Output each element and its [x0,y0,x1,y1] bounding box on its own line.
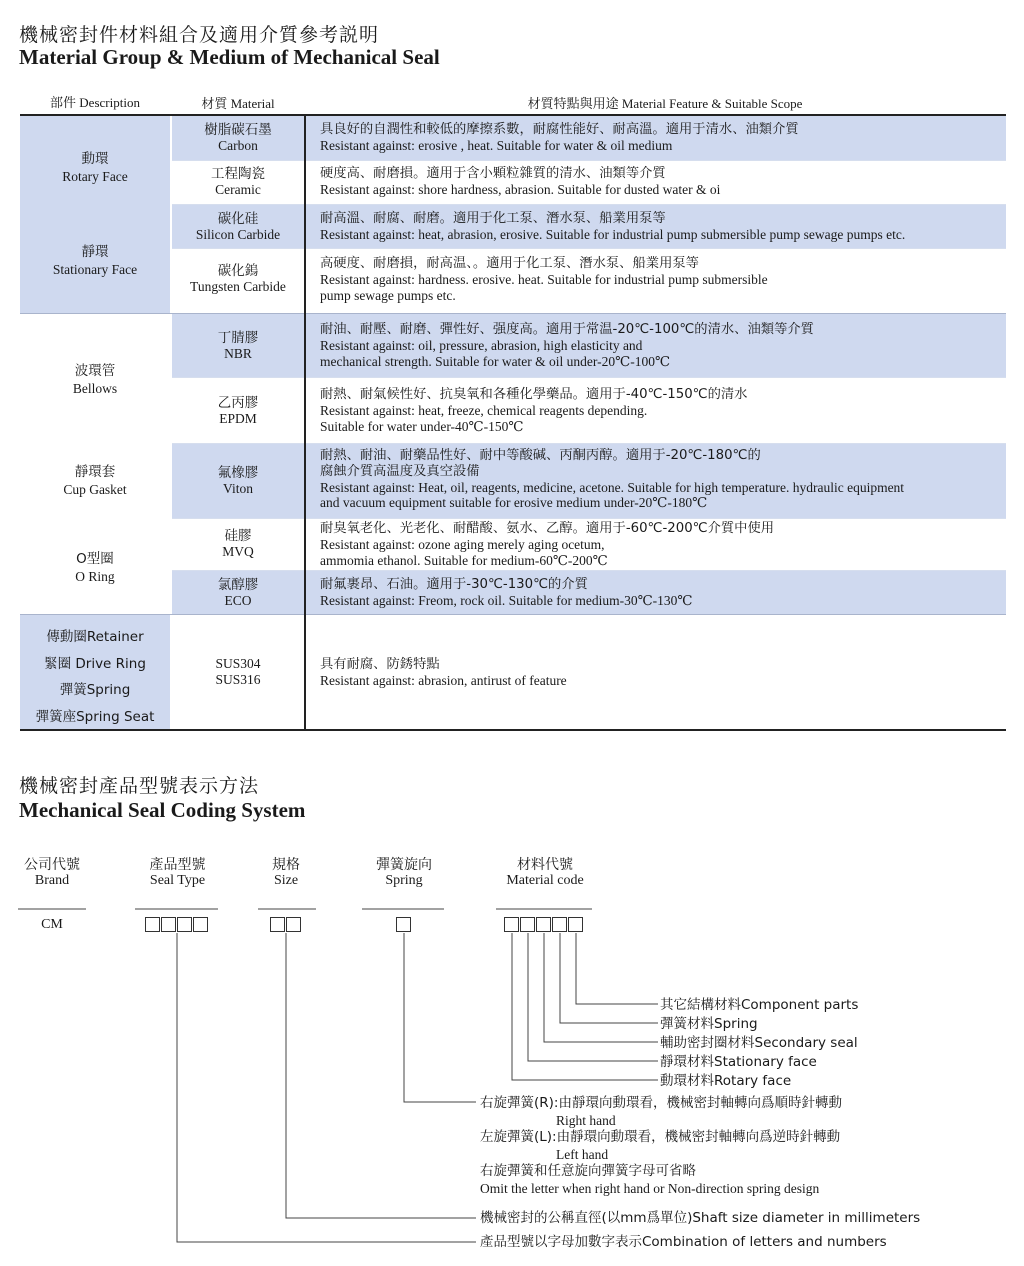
label-secondary-seal: 輔助密封圈材料Secondary seal [660,1035,858,1051]
material-sus: SUS304 SUS316 [215,656,261,687]
material-silicon-carbide: 碳化硅 Silicon Carbide [195,211,281,242]
page-title-cn: 機械密封件材料組合及適用介質參考説明 [19,24,380,46]
material-ceramic: 工程陶瓷 Ceramic [211,166,265,197]
material-viton: 氟橡膠 Viton [217,465,259,496]
feature-sus: 具有耐腐、防銹特點 Resistant against: abrasion, antirust of feature [320,657,567,688]
col-spring: 彈簧旋向 Spring [376,857,432,888]
feature-eco: 耐氟裹昂、石油。適用于-30℃-130℃的介質 Resistant against: Freom, rock oil. Suitable for medium-30℃-130℃ [320,577,693,608]
header-description: 部件 Description [50,95,140,110]
material-eco: 氯醇膠 ECO [217,577,259,608]
desc-rotary-face: 動環 Rotary Face [62,151,128,184]
material-epdm: 乙丙膠 EPDM [217,395,259,426]
desc-stationary-face: 靜環 Stationary Face [52,244,138,277]
coding-title-cn: 機械密封產品型號表示方法 [19,775,260,797]
size-note: 機械密封的公稱直徑(以mm爲單位)Shaft size diameter in millimeters [480,1210,921,1226]
desc-retainer-group: 傳動圈Retainer 緊圈 Drive Ring 彈簧Spring 彈簧座Spring Seat [35,629,155,725]
label-rotary-face: 動環材料Rotary face [660,1073,792,1089]
label-stationary-face: 靜環材料Stationary face [660,1054,817,1070]
feature-viton: 耐熱、耐油、耐藥品性好、耐中等酸碱、丙酮丙醇。適用于-20℃-180℃的 腐蝕介質高温度及真空設備 Resistant against: Heat, oil, reagents, medicine, acetone. Suitable for high temperature. hydraulic equipment and vacuum equipment suitable for erosive medium under-20℃-180℃ [320,448,905,511]
col-material-code: 材料代號 Material code [506,857,584,888]
feature-tungsten-carbide: 高硬度、耐磨損，耐高温、。適用于化工泵、潛水泵、船業用泵等 Resistant against: hardness. erosive. heat. Suitable for industrial pump submersible pump sewage pumps etc. [320,256,768,303]
feature-nbr: 耐油、耐壓、耐磨、彈性好、强度高。適用于常温-20℃-100℃的清水、油類等介質 Resistant against: oil, pressure, abrasion, high elasticity and mechanical strength. Suitable for water & oil under-20℃-100℃ [320,322,814,369]
material-tungsten-carbide: 碳化鎢 Tungsten Carbide [190,263,286,294]
feature-silicon-carbide: 耐高溫、耐腐、耐磨。適用于化工泵、潛水泵、船業用泵等 Resistant against: heat, abrasion, erosive. Suitable for industrial pump submersible pump sewage pumps etc. [320,211,906,242]
header-feature: 材質特點與用途 Material Feature & Suitable Scope [527,96,803,111]
brand-value: CM [41,917,63,932]
desc-bellows: 波環管 Bellows [72,363,118,396]
desc-o-ring: O型圈 O Ring [75,551,115,584]
material-nbr: 丁腈膠 NBR [217,330,259,361]
material-mvq: 硅膠 MVQ [222,528,254,559]
header-material: 材質 Material [201,96,275,111]
material-carbon: 樹脂碳石墨 Carbon [204,122,272,153]
col-seal-type: 產品型號 Seal Type [149,857,206,888]
feature-epdm: 耐熱、耐氣候性好、抗臭氧和各種化學藥品。適用于-40℃-150℃的清水 Resistant against: heat, freeze, chemical reagents depending. Suitable for water under-40℃-150℃ [320,387,748,434]
desc-cup-gasket: 靜環套 Cup Gasket [63,464,127,497]
col-brand: 公司代號 Brand [24,857,80,888]
label-component-parts: 其它結構材料Component parts [660,997,859,1013]
coding-title-en: Mechanical Seal Coding System [19,798,306,822]
feature-mvq: 耐臭氧老化、光老化、耐醋酸、氨水、乙醇。適用于-60℃-200℃介質中使用 Resistant against: ozone aging merely aging ocetum, ammomia ethanol. Suitable for medium-60℃-200℃ [320,521,775,568]
col-size: 規格 Size [272,857,300,888]
page-title-en: Material Group & Medium of Mechanical Seal [19,45,440,69]
label-spring-material: 彈簧材料Spring [660,1016,758,1032]
type-note: 產品型號以字母加數字表示Combination of letters and numbers [480,1234,887,1250]
feature-carbon: 具良好的自潤性和較低的摩擦系數，耐腐性能好、耐高溫。適用于清水、油類介質 Resistant against: erosive , heat. Suitable for water & oil medium [320,122,799,153]
spring-notes: 右旋彈簧(R):由靜環向動環看，機械密封軸轉向爲順時針轉動 Right hand 左旋彈簧(L):由靜環向動環看，機械密封軸轉向爲逆時針轉動 Left hand 右旋彈簧和任意旋向彈簧字母可省略 Omit the letter when right hand or Non-direction spring design [480,1095,842,1196]
feature-ceramic: 硬度高、耐磨損。適用于含小顆粒雜質的清水、油類等介質 Resistant against: shore hardness, abrasion. Suitable for dusted water & oi [320,166,721,197]
